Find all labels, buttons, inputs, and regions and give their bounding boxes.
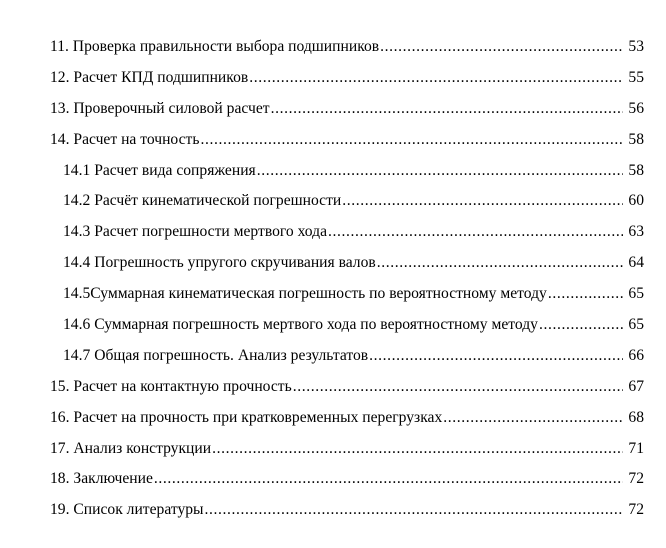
toc-entry[interactable] bbox=[0, 32, 666, 63]
toc-subentry[interactable] bbox=[0, 217, 666, 248]
toc-page-number: 72 bbox=[628, 470, 644, 488]
toc-entry[interactable] bbox=[0, 464, 666, 495]
toc-entry[interactable] bbox=[0, 125, 666, 156]
toc-page-number: 65 bbox=[628, 316, 644, 334]
toc-page-number: 55 bbox=[628, 68, 644, 86]
toc-page-number: 60 bbox=[628, 192, 644, 210]
toc-entry-title: 16. Расчет на прочность при кратковременных перегрузках bbox=[50, 408, 443, 426]
toc-dot-leader bbox=[369, 341, 623, 372]
toc-dot-leader bbox=[249, 63, 623, 94]
toc-entry[interactable] bbox=[0, 94, 666, 125]
toc-page-number: 67 bbox=[628, 377, 644, 395]
toc-dot-leader bbox=[380, 32, 623, 63]
toc-entry[interactable] bbox=[0, 434, 666, 465]
table-of-contents bbox=[0, 32, 666, 526]
toc-entry-title: 18. Заключение bbox=[50, 470, 153, 488]
toc-dot-leader bbox=[205, 495, 623, 526]
toc-dot-leader bbox=[293, 372, 623, 403]
toc-page-number: 68 bbox=[628, 408, 644, 426]
toc-subentry[interactable] bbox=[0, 310, 666, 341]
toc-entry-title: 13. Проверочный силовой расчет bbox=[50, 99, 270, 117]
toc-page-number: 64 bbox=[628, 254, 644, 272]
toc-entry[interactable] bbox=[0, 403, 666, 434]
toc-page-number: 63 bbox=[628, 223, 644, 241]
toc-entry-title: 17. Анализ конструкции bbox=[50, 439, 212, 457]
toc-dot-leader bbox=[271, 94, 623, 125]
toc-entry-title: 14.6 Суммарная погрешность мертвого хода по вероятностному методу bbox=[63, 316, 538, 334]
toc-dot-leader bbox=[257, 156, 623, 187]
toc-page-number: 53 bbox=[628, 38, 644, 55]
toc-entry-title: 14. Расчет на точность bbox=[50, 130, 200, 148]
toc-entry-title: 14.3 Расчет погрешности мертвого хода bbox=[63, 223, 327, 241]
toc-dot-leader bbox=[548, 279, 623, 310]
toc-entry-title: 19. Список литературы bbox=[50, 501, 204, 519]
toc-subentry[interactable] bbox=[0, 248, 666, 279]
toc-dot-leader bbox=[539, 310, 623, 341]
toc-entry-title: 14.2 Расчёт кинематической погрешности bbox=[63, 192, 342, 210]
toc-page-number: 72 bbox=[628, 501, 644, 519]
toc-entry[interactable] bbox=[0, 495, 666, 526]
toc-subentry[interactable] bbox=[0, 341, 666, 372]
toc-dot-leader bbox=[200, 125, 623, 156]
toc-subentry[interactable] bbox=[0, 186, 666, 217]
toc-entry-title: 14.7 Общая погрешность. Анализ результатов bbox=[63, 346, 369, 364]
toc-dot-leader bbox=[154, 464, 623, 495]
toc-dot-leader bbox=[377, 248, 623, 279]
toc-page-number: 56 bbox=[628, 99, 644, 117]
toc-entry[interactable] bbox=[0, 372, 666, 403]
toc-dot-leader bbox=[443, 403, 623, 434]
toc-dot-leader bbox=[212, 434, 623, 465]
toc-entry-title: 14.4 Погрешность упругого скручивания валов bbox=[63, 254, 376, 272]
toc-subentry[interactable] bbox=[0, 156, 666, 187]
toc-subentry[interactable] bbox=[0, 279, 666, 310]
toc-page-number: 58 bbox=[628, 161, 644, 179]
toc-entry-title: 12. Расчет КПД подшипников bbox=[50, 68, 249, 86]
toc-page-number: 65 bbox=[628, 285, 644, 303]
toc-dot-leader bbox=[342, 186, 623, 217]
toc-entry-title: 15. Расчет на контактную прочность bbox=[50, 377, 292, 395]
toc-entry-title: 11. Проверка правильности выбора подшипников bbox=[50, 38, 380, 55]
toc-page-number: 58 bbox=[628, 130, 644, 148]
toc-page-number: 71 bbox=[628, 439, 644, 457]
toc-entry-title: 14.5Суммарная кинематическая погрешность по вероятностному методу bbox=[63, 285, 547, 303]
toc-dot-leader bbox=[328, 217, 623, 248]
toc-entry-title: 14.1 Расчет вида сопряжения bbox=[63, 161, 256, 179]
toc-page-number: 66 bbox=[628, 346, 644, 364]
toc-entry[interactable] bbox=[0, 63, 666, 94]
